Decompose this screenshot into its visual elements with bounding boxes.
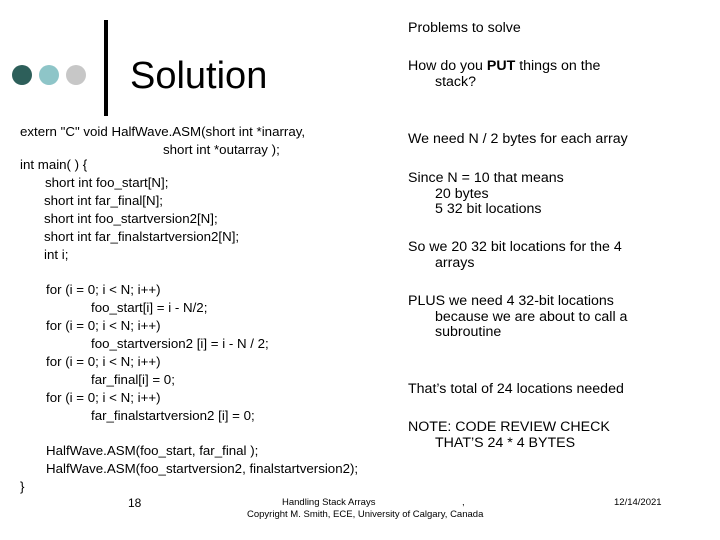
page-number: 18 xyxy=(128,496,142,510)
code-line: short int foo_startversion2[N]; xyxy=(44,211,218,226)
footer-course: Handling Stack Arrays xyxy=(282,497,376,508)
note-text: stack? xyxy=(435,73,477,90)
code-line: int main( ) { xyxy=(20,157,88,172)
decor-dot-grey xyxy=(66,65,86,85)
closing-brace: } xyxy=(20,479,25,494)
code-line: for (i = 0; i < N; i++) xyxy=(46,390,161,405)
note-total: That’s total of 24 locations needed xyxy=(408,381,624,397)
code-line: short int far_final[N]; xyxy=(44,193,163,208)
code-line: far_final[i] = 0; xyxy=(91,372,175,387)
code-line: short int far_finalstartversion2[N]; xyxy=(44,229,240,244)
note-question xyxy=(408,59,600,90)
note-text: PLUS we need 4 32-bit locations xyxy=(408,293,614,309)
slide-title: Solution xyxy=(130,55,268,97)
code-line: for (i = 0; i < N; i++) xyxy=(46,282,161,297)
note-bytes-per-array: We need N / 2 bytes for each array xyxy=(408,131,628,147)
note-text: 5 32 bit locations xyxy=(435,201,542,217)
code-line: foo_startversion2 [i] = i - N / 2; xyxy=(91,336,269,351)
note-text: because we are about to call a xyxy=(435,308,628,325)
code-line: for (i = 0; i < N; i++) xyxy=(46,318,161,333)
topic-heading: Problems to solve xyxy=(408,20,521,36)
note-arrays xyxy=(408,240,622,271)
code-line: int i; xyxy=(44,247,69,262)
code-line: short int *outarray ); xyxy=(163,142,280,157)
note-emphasis: PUT xyxy=(486,58,516,74)
title-divider xyxy=(104,20,108,116)
footer-mark: , xyxy=(462,497,465,508)
code-line: HalfWave.ASM(foo_start, far_final ); xyxy=(46,443,259,458)
note-text: How do you xyxy=(408,58,487,74)
note-since-n xyxy=(408,171,564,218)
code-line: far_finalstartversion2 [i] = 0; xyxy=(91,408,255,423)
decor-dot-dark xyxy=(12,65,32,85)
note-text: So we 20 32 bit locations for the 4 xyxy=(408,239,622,255)
note-text: Since N = 10 that means xyxy=(408,170,564,186)
note-text: THAT’S 24 * 4 BYTES xyxy=(435,434,576,451)
function-calls xyxy=(46,442,358,478)
note-text: things on the xyxy=(515,58,601,74)
note-code-review xyxy=(408,420,610,451)
note-text: subroutine xyxy=(435,324,502,340)
code-line: extern "C" void HalfWave.ASM(short int *inarray, xyxy=(20,124,306,139)
note-text: arrays xyxy=(435,254,475,271)
note-subroutine xyxy=(408,294,627,341)
decor-dot-teal xyxy=(39,65,59,85)
footer-date: 12/14/2021 xyxy=(614,497,662,508)
note-text: 20 bytes xyxy=(435,185,489,202)
code-line: short int foo_start[N]; xyxy=(45,175,169,190)
code-line: HalfWave.ASM(foo_startversion2, finalstartversion2); xyxy=(46,461,359,476)
main-declarations xyxy=(20,156,239,264)
extern-declaration xyxy=(20,123,305,159)
for-loops xyxy=(46,281,269,425)
code-line: foo_start[i] = i - N/2; xyxy=(91,300,208,315)
footer-copyright: Copyright M. Smith, ECE, University of Calgary, Canada xyxy=(247,509,484,520)
code-line: for (i = 0; i < N; i++) xyxy=(46,354,161,369)
note-text: NOTE: CODE REVIEW CHECK xyxy=(408,419,610,435)
